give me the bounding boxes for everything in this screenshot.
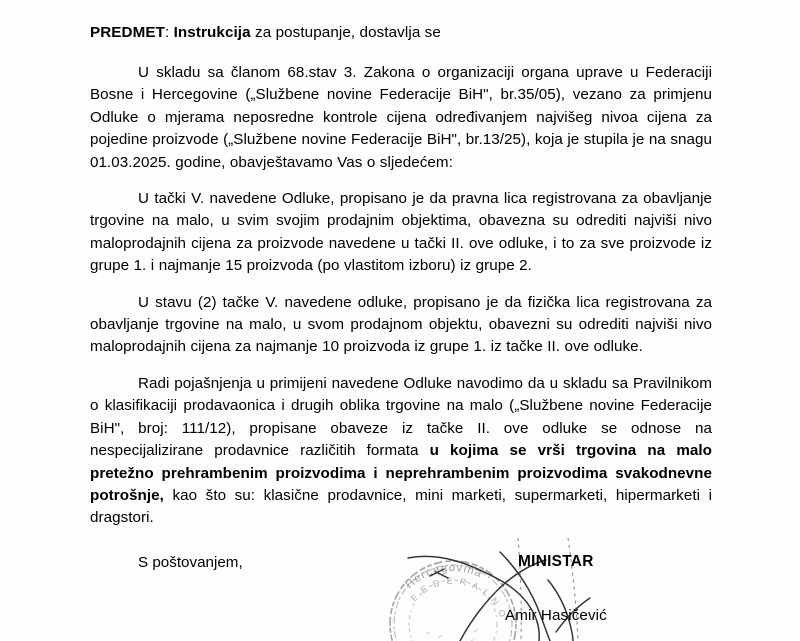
signature-zone [0,536,800,641]
subject-rest: za postupanje, dostavlja se [250,24,441,41]
subject-line [90,22,712,44]
paragraph-4-lead: Radi pojašnjenja u primijeni navedene Odluke navodimo da u skladu sa Pravilnikom o klasifikaciji prodavaonica i drugih oblika trgovine na malo („Službene novine Federacije BiH", broj: 111/12), propisane obaveze iz tačke II. ove odluke se odnose na nespecijalizirane prodavnice različitih formata [90,374,712,460]
subject-keyword: Instrukcija [173,24,251,41]
paragraph-2: U tački V. navedene Odluke, propisano je da pravna lica registrovana za obavljanje trgovine na malo, u svim svojim prodajnim objektima, obavezna su odrediti najviši nivo maloprodajnih cijena za proizvode navedene u tački II. ove odluke, i to za sve proizvode iz grupe 1. i najmanje 15 proizvoda (po vlastitom izboru) iz grupe 2. [90,190,712,275]
subject-label: PREDMET [90,24,165,41]
paragraph-1: U skladu sa članom 68.stav 3. Zakona o organizaciji organa uprave u Federaciji Bosne i Hercegovine („Službene novine Federacije BiH", br.35/05), vezano za primjenu Odluke o mjerama neposredne kontrole cijena određivanjem najvišeg nivoa cijena za pojedine proizvode („Službene novine Federacije BiH", br.13/25), koja je stupila je na snagu 01.03.2025. godine, obavještavamo Vas o sljedećem: [90,64,712,171]
paragraph-4-bold: u kojima se vrši trgovina na malo pretežno prehrambenim proizvodima i neprehrambenim proizvodima svakodnevne potrošnje, [90,442,712,504]
paragraph-4-tail: kao što su: klasične prodavnice, mini marketi, supermarketi, hipermarketi i dragstori. [90,486,712,527]
minister-name: Amir Hasičević [505,607,607,624]
closing-salutation: S poštovanjem, [138,553,243,571]
subject-separator: : [164,24,174,41]
svg-text:F E D E R A L N O: F E D E R A L N O [408,575,509,621]
document-body [90,22,712,574]
signature-block [505,552,705,626]
paragraph-4 [90,373,712,530]
paragraph-3: U stavu (2) tačke V. navedene odluke, propisano je da fizička lica registrovana za obavljanje trgovine na malo, u svom prodajnom objektu, obavezni su odrediti najviši nivo maloprodajnih cijena za najmanje 10 proizvoda iz grupe 1. iz tačke II. ove odluke. [90,293,712,356]
minister-title: MINISTAR [518,553,594,570]
svg-text:Hercegovina: Hercegovina [403,562,485,592]
